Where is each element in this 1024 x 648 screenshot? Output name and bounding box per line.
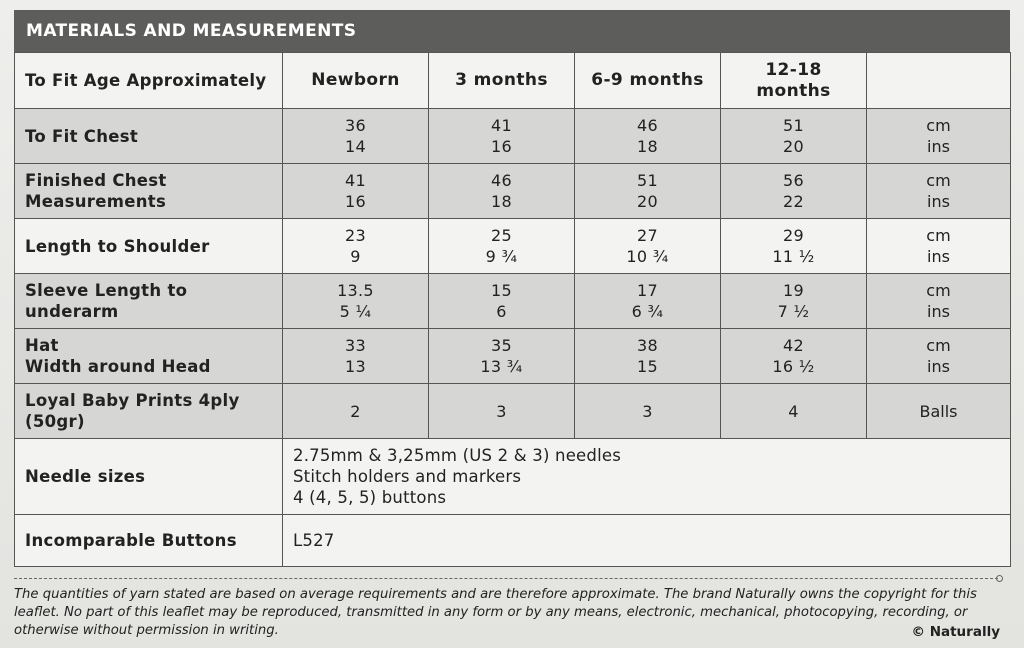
divider-end-dot (996, 575, 1003, 582)
value-ins: 9 ¾ (485, 247, 518, 266)
value-cm: 13.5 (337, 281, 374, 300)
row-label-buttons: Incomparable Buttons (15, 515, 283, 567)
unit-cell (867, 274, 1011, 329)
needle-info-line: Stitch holders and markers (293, 467, 522, 486)
value-cm: 25 (491, 226, 512, 245)
value-cell (283, 274, 429, 329)
value-cell (283, 329, 429, 384)
table-row (15, 329, 1011, 384)
yarn-balls-value: 2 (283, 384, 429, 439)
buttons-code: L527 (283, 515, 1011, 567)
value-ins: 16 (491, 137, 512, 156)
value-ins: 10 ¾ (626, 247, 669, 266)
value-ins: 18 (637, 137, 658, 156)
unit-ins: ins (927, 357, 950, 376)
needle-info-line: 2.75mm & 3,25mm (US 2 & 3) needles (293, 446, 622, 465)
table-row-yarn (15, 384, 1011, 439)
unit-ins: ins (927, 137, 950, 156)
unit-cm: cm (926, 336, 951, 355)
value-ins: 5 ¼ (339, 302, 372, 321)
unit-cell (867, 219, 1011, 274)
unit-cm: cm (926, 281, 951, 300)
row-label-line: Loyal Baby Prints 4ply (25, 391, 240, 410)
unit-cell (867, 109, 1011, 164)
value-cm: 38 (637, 336, 658, 355)
value-ins: 13 ¾ (480, 357, 523, 376)
unit-cm: cm (926, 116, 951, 135)
header-size-12-18-line2: months (756, 80, 831, 101)
value-cm: 15 (491, 281, 512, 300)
value-cell (575, 329, 721, 384)
table-row-buttons (15, 515, 1011, 567)
value-cell (721, 219, 867, 274)
unit-cm: cm (926, 171, 951, 190)
table-row-needles (15, 439, 1011, 515)
value-ins: 9 (350, 247, 361, 266)
header-age-label: To Fit Age Approximately (15, 53, 283, 109)
unit-cm: cm (926, 226, 951, 245)
row-label-sleeve-length (15, 274, 283, 329)
row-label-length-to-shoulder (15, 219, 283, 274)
value-cm: 23 (345, 226, 366, 245)
divider-dashed (14, 578, 998, 579)
row-label-line: Measurements (25, 192, 167, 211)
value-ins: 11 ½ (772, 247, 815, 266)
value-cm: 17 (637, 281, 658, 300)
value-cm: 46 (637, 116, 658, 135)
row-label-line: underarm (25, 302, 119, 321)
value-cell (575, 219, 721, 274)
value-cell (721, 164, 867, 219)
value-ins: 18 (491, 192, 512, 211)
unit-ins: ins (927, 247, 950, 266)
value-cm: 41 (491, 116, 512, 135)
row-label-finished-chest (15, 164, 283, 219)
header-size-6-9-months: 6-9 months (575, 53, 721, 109)
value-ins: 14 (345, 137, 366, 156)
value-cell (283, 164, 429, 219)
value-cm: 56 (783, 171, 804, 190)
value-cm: 41 (345, 171, 366, 190)
value-cell (575, 274, 721, 329)
value-cell (283, 219, 429, 274)
value-ins: 6 ¾ (631, 302, 664, 321)
value-ins: 20 (637, 192, 658, 211)
unit-ins: ins (927, 192, 950, 211)
value-cm: 42 (783, 336, 804, 355)
value-cell (429, 164, 575, 219)
yarn-balls-value: 4 (721, 384, 867, 439)
measurements-table (14, 52, 1011, 567)
footer-note: The quantities of yarn stated are based on average requirements and are therefore approximate. The brand Naturally owns the copyright for this leaflet. No part of this leaflet may be reproduced, transmitted in any form or by any means, electronic, mechanical, photocopying, recording, or otherwise without permission in writing. (14, 587, 977, 638)
row-label-line: Finished Chest (25, 171, 167, 190)
value-cell (721, 274, 867, 329)
row-label-line: Length to Shoulder (25, 236, 210, 256)
unit-ins: ins (927, 302, 950, 321)
value-cell (575, 164, 721, 219)
value-cell (429, 109, 575, 164)
copyright-notice: © Naturally (911, 624, 1000, 640)
table-header-row (15, 53, 1011, 109)
row-label-line: Hat (25, 336, 59, 355)
value-cm: 35 (491, 336, 512, 355)
value-ins: 6 (496, 302, 507, 321)
value-cm: 27 (637, 226, 658, 245)
table-row (15, 219, 1011, 274)
header-size-newborn: Newborn (283, 53, 429, 109)
value-ins: 16 ½ (772, 357, 815, 376)
value-cm: 51 (783, 116, 804, 135)
value-cm: 29 (783, 226, 804, 245)
needle-info (283, 439, 1011, 515)
value-cell (429, 274, 575, 329)
value-ins: 13 (345, 357, 366, 376)
row-label-line: Sleeve Length to (25, 281, 188, 300)
yarn-unit: Balls (867, 384, 1011, 439)
row-label-line: To Fit Chest (25, 126, 139, 146)
value-ins: 16 (345, 192, 366, 211)
value-cell (575, 109, 721, 164)
header-size-3-months: 3 months (429, 53, 575, 109)
value-cm: 51 (637, 171, 658, 190)
value-cell (429, 219, 575, 274)
yarn-balls-value: 3 (429, 384, 575, 439)
yarn-balls-value: 3 (575, 384, 721, 439)
value-ins: 15 (637, 357, 658, 376)
row-label-to-fit-chest (15, 109, 283, 164)
value-cm: 46 (491, 171, 512, 190)
header-size-12-18-months (721, 53, 867, 109)
row-label-needle-sizes: Needle sizes (15, 439, 283, 515)
row-label-hat-width (15, 329, 283, 384)
value-cell (429, 329, 575, 384)
value-cell (283, 109, 429, 164)
table-row (15, 109, 1011, 164)
table-row (15, 164, 1011, 219)
row-label-yarn (15, 384, 283, 439)
row-label-line: Width around Head (25, 357, 211, 376)
header-unit (867, 53, 1011, 109)
row-label-line: (50gr) (25, 412, 85, 431)
value-cell (721, 109, 867, 164)
unit-cell (867, 164, 1011, 219)
table-row (15, 274, 1011, 329)
needle-info-line: 4 (4, 5, 5) buttons (293, 488, 447, 507)
value-cm: 36 (345, 116, 366, 135)
value-cell (721, 329, 867, 384)
value-cm: 33 (345, 336, 366, 355)
value-ins: 7 ½ (777, 302, 810, 321)
header-size-12-18-line1: 12-18 (765, 59, 822, 80)
value-ins: 20 (783, 137, 804, 156)
unit-cell (867, 329, 1011, 384)
value-ins: 22 (783, 192, 804, 211)
value-cm: 19 (783, 281, 804, 300)
section-title: MATERIALS AND MEASUREMENTS (14, 10, 1010, 52)
